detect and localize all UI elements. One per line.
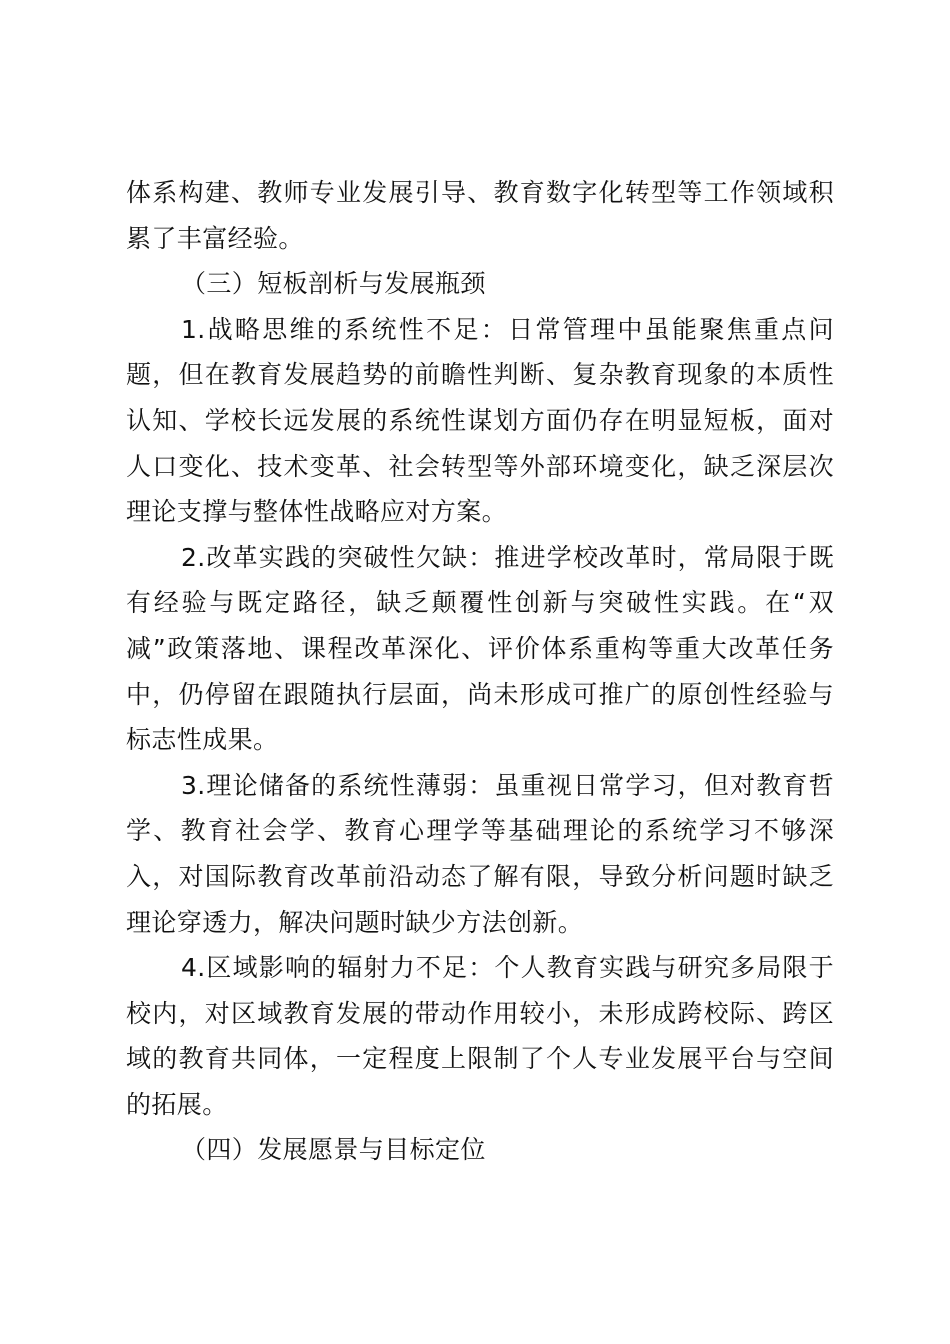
continuation-paragraph: 体系构建、教师专业发展引导、教育数字化转型等工作领域积累了丰富经验。 (126, 178, 834, 253)
item-2-paragraph: 2.改革实践的突破性欠缺：推进学校改革时，常局限于既有经验与既定路径，缺乏颠覆性创新与突破性实践。在“双减”政策落地、课程改革深化、评价体系重构等重大改革任务中，仍停留在跟随执行层面，尚未形成可推广的原创性经验与标志性成果。 (126, 542, 834, 755)
section-three-heading: （三）短板剖析与发展瓶颈 (181, 269, 486, 299)
section-four-heading: （四）发展愿景与目标定位 (181, 1135, 486, 1165)
item-3-paragraph: 3.理论储备的系统性薄弱：虽重视日常学习，但对教育哲学、教育社会学、教育心理学等基础理论的系统学习不够深入，对国际教育改革前沿动态了解有限，导致分析问题时缺乏理论穿透力，解决问题时缺少方法创新。 (126, 770, 834, 937)
item-4-paragraph: 4.区域影响的辐射力不足：个人教育实践与研究多局限于校内，对区域教育发展的带动作用较小，未形成跨校际、跨区域的教育共同体，一定程度上限制了个人专业发展平台与空间的拓展。 (126, 953, 834, 1119)
item-1-paragraph: 1.战略思维的系统性不足：日常管理中虽能聚焦重点问题，但在教育发展趋势的前瞻性判断、复杂教育现象的本质性认知、学校长远发展的系统性谋划方面仍存在明显短板，面对人口变化、技术变革、社会转型等外部环境变化，缺乏深层次理论支撑与整体性战略应对方案。 (126, 314, 834, 527)
document-body (126, 170, 834, 1173)
